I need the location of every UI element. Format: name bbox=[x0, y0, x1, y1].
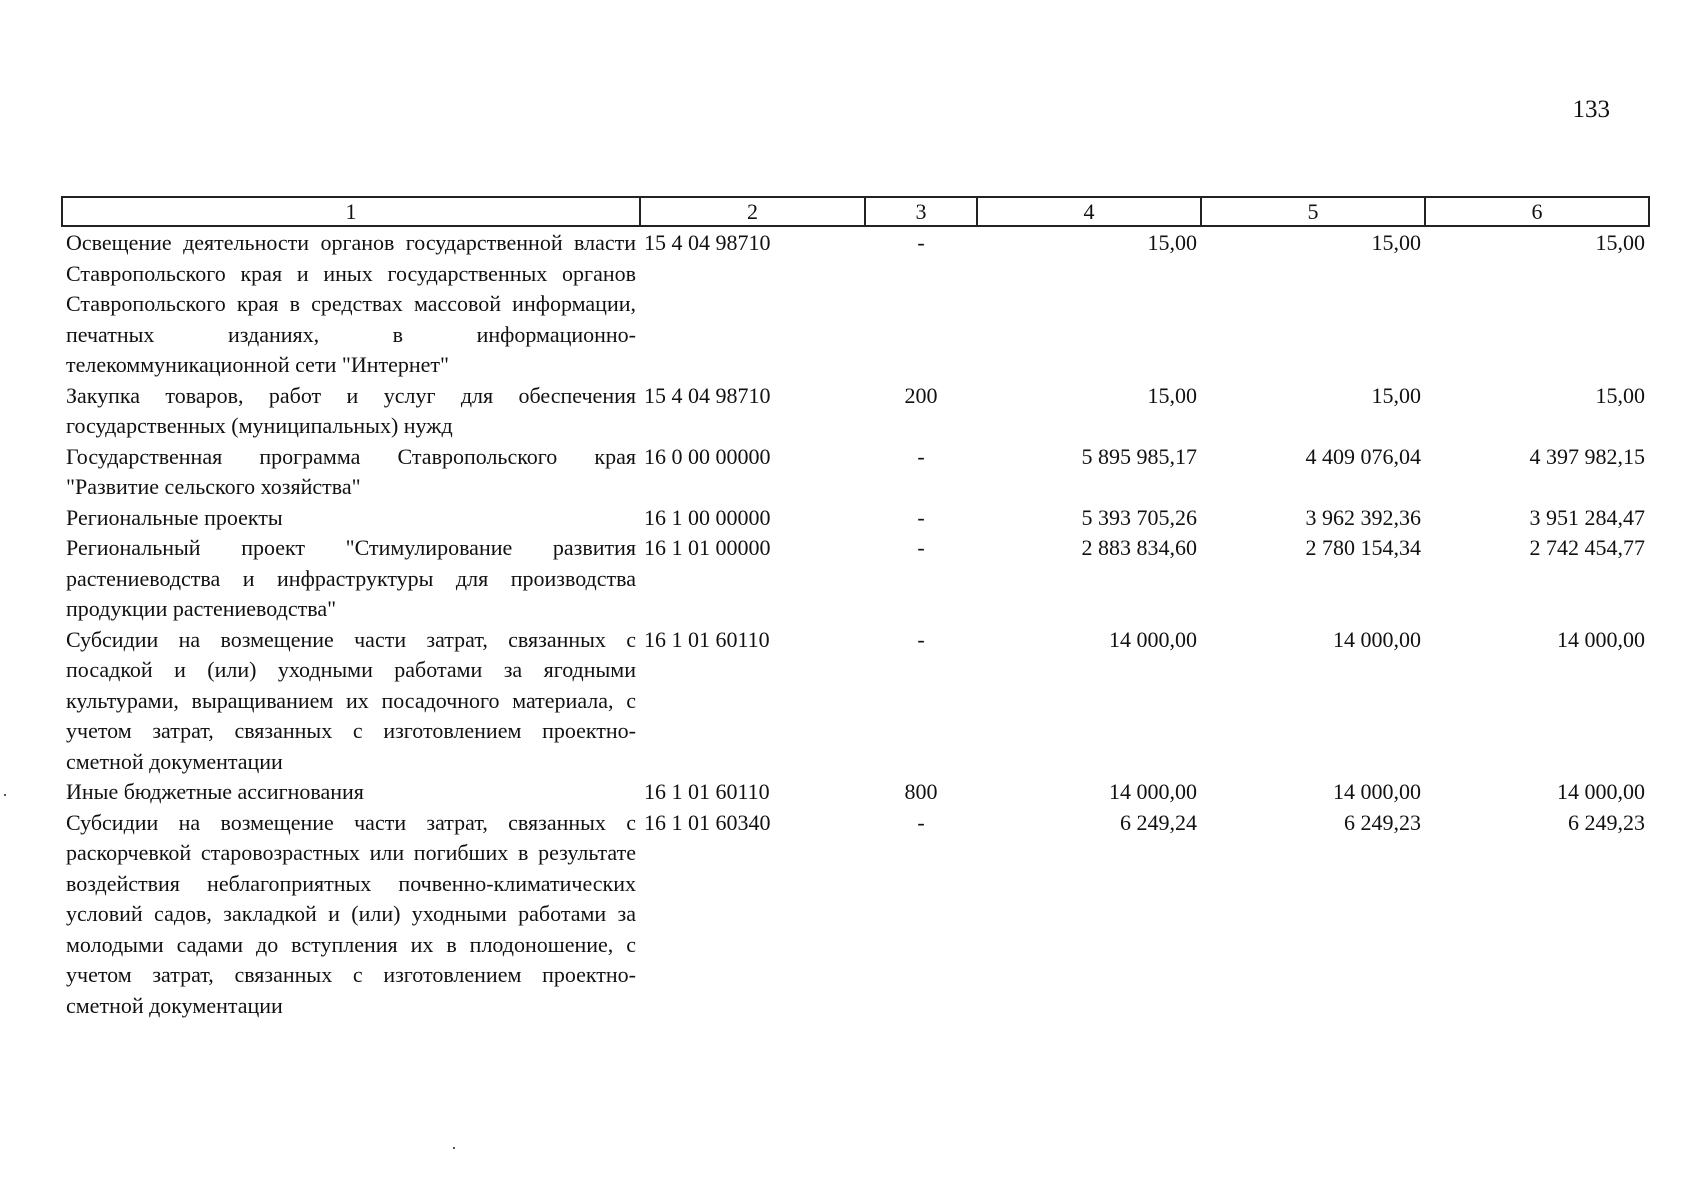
row-name: Региональный проект "Стимулирование развития растениеводства и инфраструктуры для производства продукции растениеводства" bbox=[66, 535, 636, 621]
row-expense-type: - bbox=[917, 809, 925, 835]
row-amount-col6: 14 000,00 bbox=[1557, 779, 1645, 804]
row-expense-type: - bbox=[917, 626, 925, 652]
row-name: Государственная программа Ставропольского края "Развитие сельского хозяйства" bbox=[66, 443, 636, 499]
row-amount-col6: 14 000,00 bbox=[1557, 626, 1645, 652]
row-code: 16 1 01 60340 bbox=[644, 809, 771, 835]
row-amount-col4: 6 249,24 bbox=[1120, 809, 1197, 835]
header-row bbox=[62, 197, 1649, 226]
row-amount-col4: 5 895 985,17 bbox=[1081, 443, 1197, 469]
row-amount-col5: 4 409 076,04 bbox=[1305, 443, 1421, 469]
row-amount-col5: 15,00 bbox=[1371, 230, 1421, 255]
row-expense-type: 200 bbox=[904, 382, 938, 408]
column-header-6: 6 bbox=[1425, 197, 1649, 226]
row-amount-col6: 4 397 982,15 bbox=[1529, 443, 1645, 469]
row-amount-col5: 14 000,00 bbox=[1333, 626, 1421, 652]
row-code: 15 4 04 98710 bbox=[644, 382, 771, 408]
row-expense-type: - bbox=[917, 443, 925, 469]
table-row bbox=[62, 442, 1649, 503]
column-header-3: 3 bbox=[865, 197, 977, 226]
table-row bbox=[62, 533, 1649, 625]
row-code: 16 1 01 00000 bbox=[644, 535, 771, 560]
row-expense-type: - bbox=[917, 230, 925, 255]
row-name: Иные бюджетные ассигнования bbox=[66, 779, 364, 804]
row-amount-col6: 3 951 284,47 bbox=[1529, 504, 1645, 530]
row-amount-col5: 15,00 bbox=[1371, 382, 1421, 408]
row-name: Субсидии на возмещение части затрат, связанных с раскорчевкой старовозрастных или погибших в результате воздействия неблагоприятных почвенно-климатических условий садов, закладкой и (или) уходными работами за молодыми садами до вступления их в плодоношение, с учетом затрат, связанных с изготовлением проектно-сметной документации bbox=[66, 809, 636, 1018]
row-amount-col4: 15,00 bbox=[1147, 230, 1197, 255]
row-amount-col5: 2 780 154,34 bbox=[1305, 535, 1421, 560]
row-expense-type: - bbox=[917, 504, 925, 530]
scan-speck bbox=[453, 1147, 455, 1149]
row-name: Закупка товаров, работ и услуг для обеспечения государственных (муниципальных) нужд bbox=[66, 382, 636, 438]
row-name: Освещение деятельности органов государственной власти Ставропольского края и иных государственных органов Ставропольского края в средствах массовой информации, печатных изданиях, в информационно-телекоммуникационной сети "Интернет" bbox=[66, 230, 636, 377]
row-code: 15 4 04 98710 bbox=[644, 230, 771, 255]
row-amount-col6: 15,00 bbox=[1595, 382, 1645, 408]
row-amount-col4: 14 000,00 bbox=[1109, 626, 1197, 652]
table-row bbox=[62, 625, 1649, 778]
row-amount-col5: 14 000,00 bbox=[1333, 779, 1421, 804]
scan-speck bbox=[4, 794, 6, 796]
row-expense-type: - bbox=[917, 535, 925, 560]
row-amount-col6: 6 249,23 bbox=[1568, 809, 1645, 835]
row-amount-col4: 15,00 bbox=[1147, 382, 1197, 408]
table-row bbox=[62, 503, 1649, 534]
table-row bbox=[62, 381, 1649, 442]
row-amount-col5: 6 249,23 bbox=[1344, 809, 1421, 835]
row-code: 16 1 00 00000 bbox=[644, 504, 771, 530]
row-name: Субсидии на возмещение части затрат, связанных с посадкой и (или) уходными работами за ягодными культурами, выращиванием их посадочного материала, с учетом затрат, связанных с изготовлением проектно-сметной документации bbox=[66, 626, 636, 774]
row-amount-col6: 15,00 bbox=[1595, 230, 1645, 255]
row-amount-col5: 3 962 392,36 bbox=[1305, 504, 1421, 530]
table-row bbox=[62, 226, 1649, 381]
row-code: 16 1 01 60110 bbox=[644, 626, 770, 652]
row-amount-col6: 2 742 454,77 bbox=[1529, 535, 1645, 560]
column-header-5: 5 bbox=[1201, 197, 1425, 226]
row-code: 16 0 00 00000 bbox=[644, 443, 771, 469]
row-amount-col4: 2 883 834,60 bbox=[1081, 535, 1197, 560]
row-amount-col4: 14 000,00 bbox=[1109, 779, 1197, 804]
table-header bbox=[62, 197, 1649, 226]
column-header-1: 1 bbox=[62, 197, 640, 226]
table-body bbox=[62, 226, 1649, 1021]
row-code: 16 1 01 60110 bbox=[644, 779, 770, 804]
page-number: 133 bbox=[1572, 96, 1610, 123]
budget-table bbox=[61, 196, 1650, 1021]
row-name: Региональные проекты bbox=[66, 504, 283, 530]
row-expense-type: 800 bbox=[904, 779, 938, 804]
row-amount-col4: 5 393 705,26 bbox=[1081, 504, 1197, 530]
table-row bbox=[62, 777, 1649, 808]
table-row bbox=[62, 808, 1649, 1022]
column-header-2: 2 bbox=[640, 197, 865, 226]
column-header-4: 4 bbox=[977, 197, 1201, 226]
